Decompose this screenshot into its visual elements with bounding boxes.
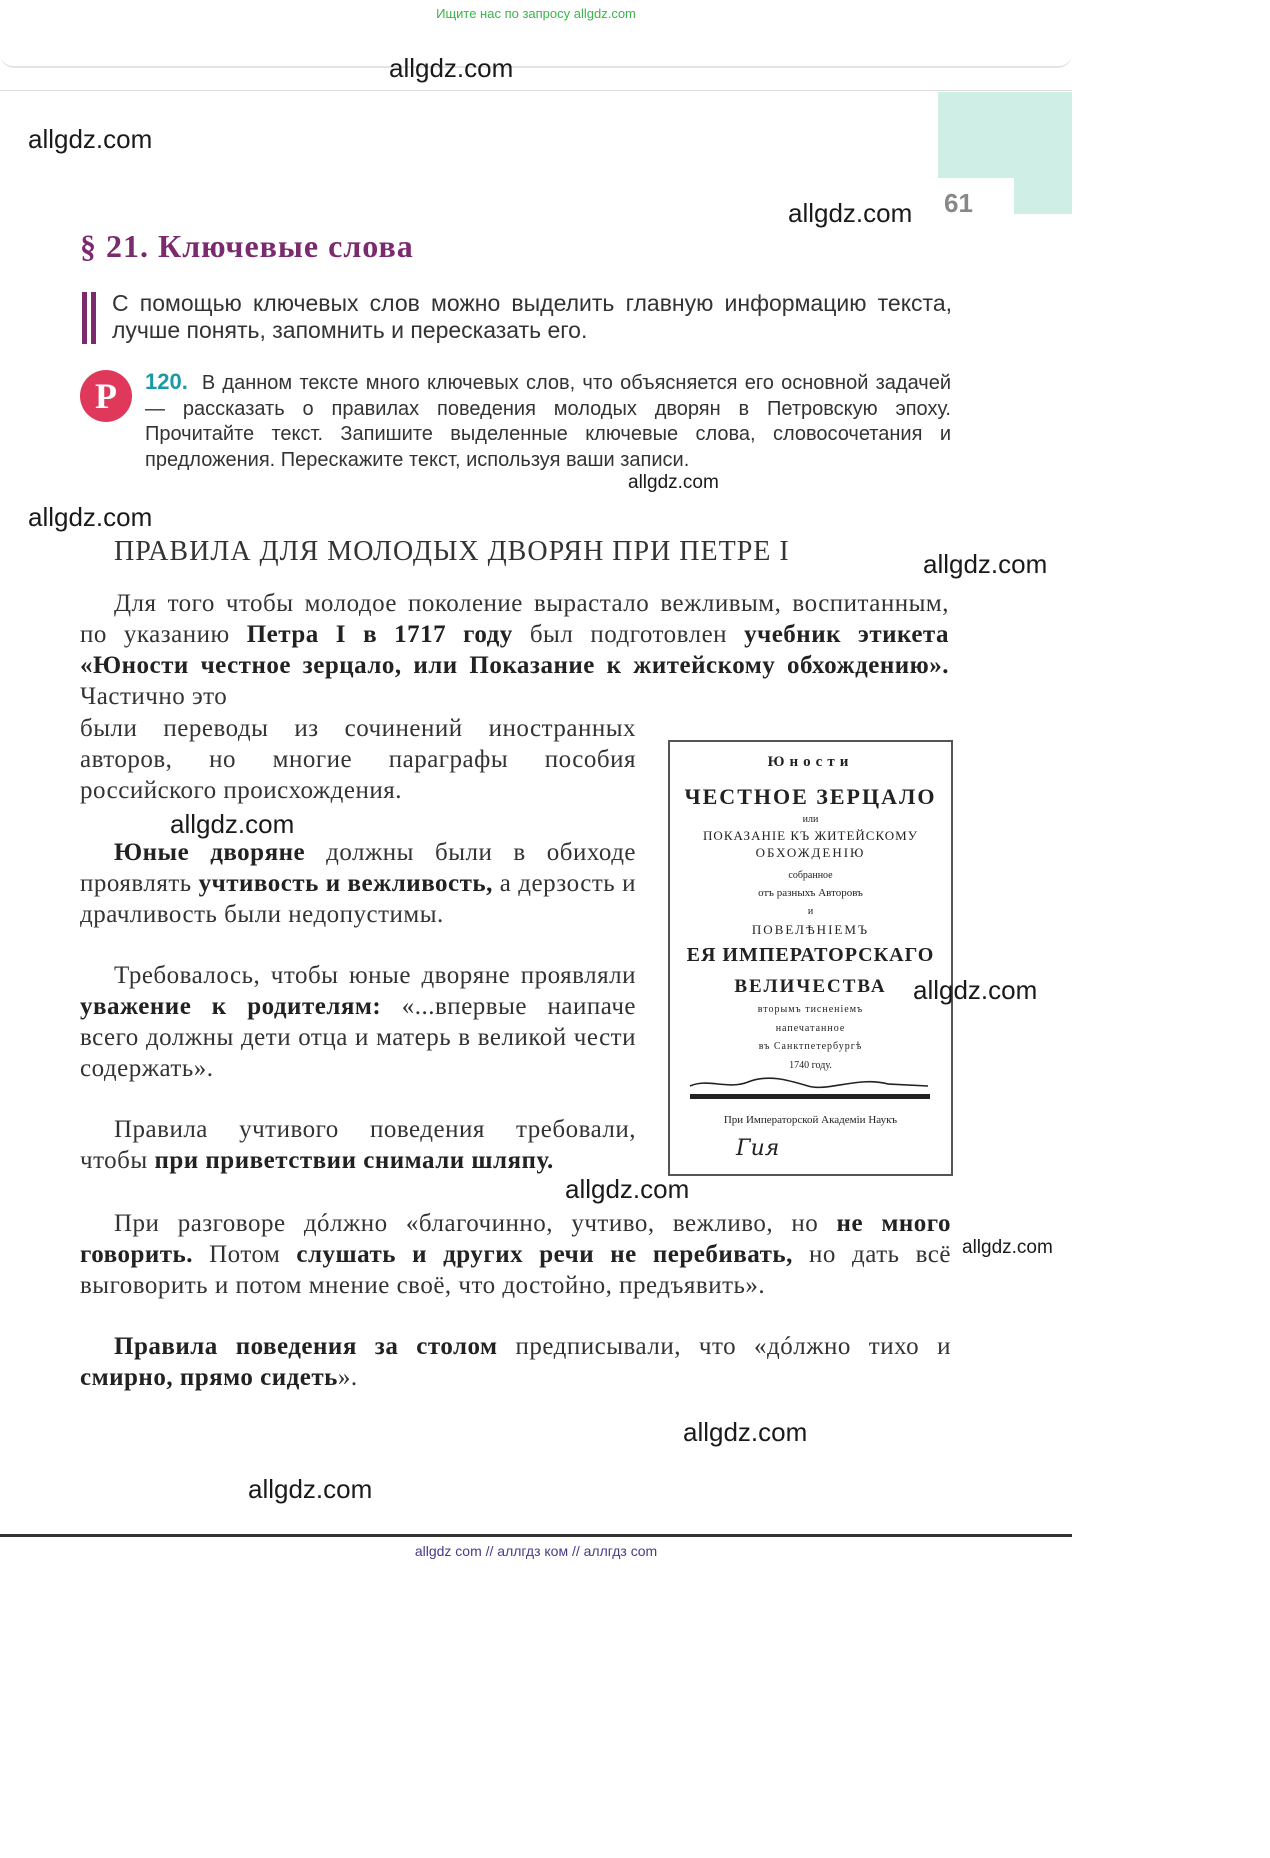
- task-body: В данном тексте много ключевых слов, что объясняется его основной задачей — рассказать о правилах поведения молодых дворян в Петровскую эпоху. Прочитайте текст. Запишите выделенные ключевые слова, словосочетания и предложения. Перескажите текст, используя ваши записи.: [145, 372, 951, 471]
- paragraph-4: Правила учтивого поведения требовали, чтобы при приветствии снимали шляпу.: [80, 1116, 636, 1174]
- watermark: allgdz.com: [28, 124, 153, 154]
- watermark: allgdz.com: [788, 198, 913, 228]
- section-title: § 21. Ключевые слова: [80, 228, 414, 264]
- figure-line: отъ разныхъ Авторовъ: [758, 887, 863, 899]
- rule-text: С помощью ключевых слов можно выделить главную информацию текста, лучше понять, запомнить и пересказать его.: [112, 290, 952, 343]
- paragraph-1: Для того чтобы молодое поколение вырастало вежливым, воспитанным, по указанию Петра I в 1717 году был подготовлен учебник этикета «Юности честное зерцало, или Показание к житейскому обхождению». Частично это: [80, 590, 950, 710]
- figure-line: ЕЯ ИМПЕРАТОРСКАГО: [686, 944, 935, 966]
- task-badge: Р: [80, 370, 132, 422]
- figure-line: или: [802, 814, 819, 825]
- paragraph-1-cont: были переводы из сочинений иностранных авторов, но многие параграфы пособия российского происхождения.: [80, 715, 636, 804]
- top-separator: [0, 36, 1072, 68]
- watermark: allgdz.com: [248, 1474, 373, 1504]
- figure-line: При Императорской Академіи Наукъ: [723, 1114, 898, 1126]
- watermark: allgdz.com: [962, 1237, 1053, 1258]
- page-number: 61: [944, 188, 973, 218]
- text-title: ПРАВИЛА ДЛЯ МОЛОДЫХ ДВОРЯН ПРИ ПЕТРЕ I: [114, 536, 790, 567]
- paragraph-2: Юные дворяне должны были в обиходе проявлять учтивость и вежливость, а дерзость и драчливость были недопустимы.: [80, 839, 637, 928]
- watermark: allgdz.com: [683, 1417, 808, 1447]
- footer-text: allgdz com // аллгдз ком // аллгдз com: [414, 1543, 658, 1559]
- figure-line: и: [807, 906, 814, 917]
- handwritten-signature: [688, 1072, 933, 1104]
- task-number: 120.: [145, 369, 188, 394]
- paragraph-3: Требовалось, чтобы юные дворяне проявляли уважение к родителям: «...впервые наипаче всего должны дети отца и матерь в великой чести содержать».: [80, 962, 636, 1082]
- paragraph-5: При разговоре дóлжно «благочинно, учтиво, вежливо, но не много говорить. Потом слушать и других речи не перебивать, но дать всё выговорить и потом мнение своё, что достойно, предъявить».: [80, 1210, 952, 1299]
- figure-line: ПОКАЗАНІЕ КЪ ЖИТЕЙСКОМУ: [703, 828, 918, 843]
- watermark: allgdz.com: [565, 1174, 690, 1204]
- figure-line: въ Санктпетербургѣ: [758, 1041, 863, 1052]
- rule-marker: [82, 292, 96, 344]
- figure-line: ОБХОЖДЕНІЮ: [755, 845, 866, 860]
- footer-divider: [0, 1534, 1072, 1537]
- figure-line: собранное: [788, 870, 833, 881]
- watermark: allgdz.com: [923, 549, 1048, 579]
- watermark: allgdz.com: [170, 809, 295, 839]
- figure-line: ПОВЕЛѢНІЕМЪ: [751, 922, 870, 937]
- figure-line: напечатанное: [775, 1023, 846, 1034]
- handwritten-note: Гия: [736, 1136, 780, 1161]
- task-text: [145, 369, 951, 473]
- figure-line: ВЕЛИЧЕСТВА: [734, 976, 887, 997]
- figure-line: вторымъ тисненіемъ: [757, 1004, 864, 1015]
- watermark: allgdz.com: [389, 53, 514, 83]
- figure-line: Юности: [767, 754, 854, 770]
- watermark: allgdz.com: [628, 472, 719, 493]
- figure-line: 1740 году.: [789, 1060, 832, 1071]
- search-hint: Ищите нас по запросу allgdz.com: [436, 6, 636, 21]
- watermark: allgdz.com: [913, 975, 1038, 1005]
- figure-line: ЧЕСТНОЕ ЗЕРЦАЛО: [684, 784, 937, 809]
- book-title-page-image: [668, 740, 953, 1176]
- paragraph-6: Правила поведения за столом предписывали, что «дóлжно тихо и смирно, прямо сидеть».: [80, 1333, 951, 1391]
- watermark: allgdz.com: [28, 502, 153, 532]
